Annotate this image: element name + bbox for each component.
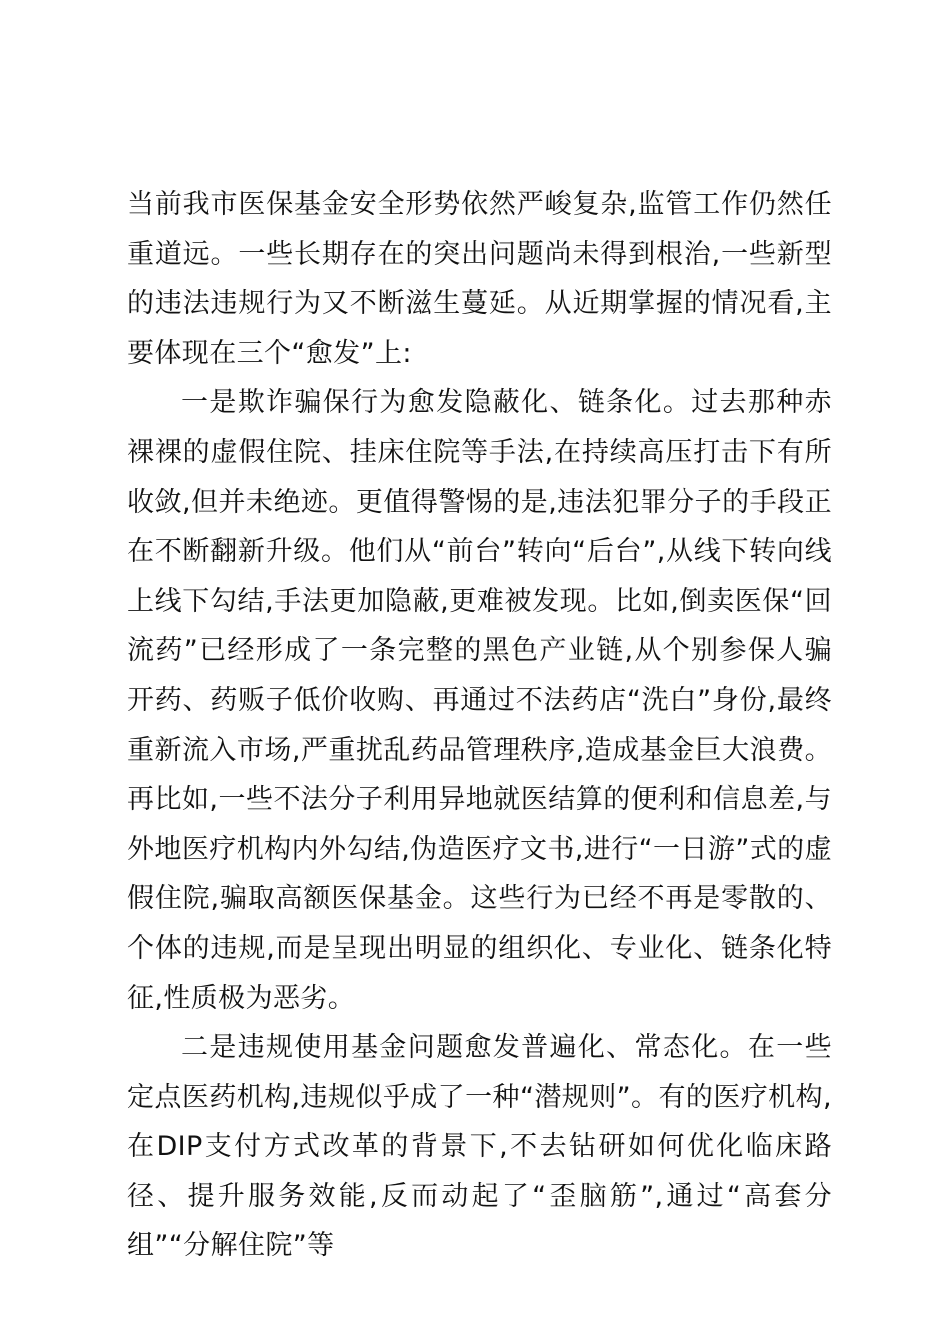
paragraph-point-two: 二是违规使用基金问题愈发普遍化、常态化。在一些定点医药机构,违规似乎成了一种“潜规则”。有的医疗机构,在DIP支付方式改革的背景下,不去钻研如何优化临床路径、提升服务效能,反而动起了“歪脑筋”,通过“高套分组”“分解住院”等 [127, 1032, 832, 1262]
document-body [127, 180, 832, 1271]
paragraph-point-one: 一是欺诈骗保行为愈发隐蔽化、链条化。过去那种赤裸裸的虚假住院、挂床住院等手法,在持续高压打击下有所收敛,但并未绝迹。更值得警惕的是,违法犯罪分子的手段正在不断翻新升级。他们从“前台”转向“后台”,从线下转向线上线下勾结,手法更加隐蔽,更难被发现。比如,倒卖医保“回流药”已经形成了一条完整的黑色产业链,从个别参保人骗开药、药贩子低价收购、再通过不法药店“洗白”身份,最终重新流入市场,严重扰乱药品管理秩序,造成基金巨大浪费。再比如,一些不法分子利用异地就医结算的便利和信息差,与外地医疗机构内外勾结,伪造医疗文书,进行“一日游”式的虚假住院,骗取高额医保基金。这些行为已经不再是零散的、个体的违规,而是呈现出明显的组织化、专业化、链条化特征,性质极为恶劣。 [127, 387, 832, 1014]
paragraph-intro: 当前我市医保基金安全形势依然严峻复杂,监管工作仍然任重道远。一些长期存在的突出问题尚未得到根治,一些新型的违法违规行为又不断滋生蔓延。从近期掌握的情况看,主要体现在三个“愈发”上: [127, 189, 832, 369]
